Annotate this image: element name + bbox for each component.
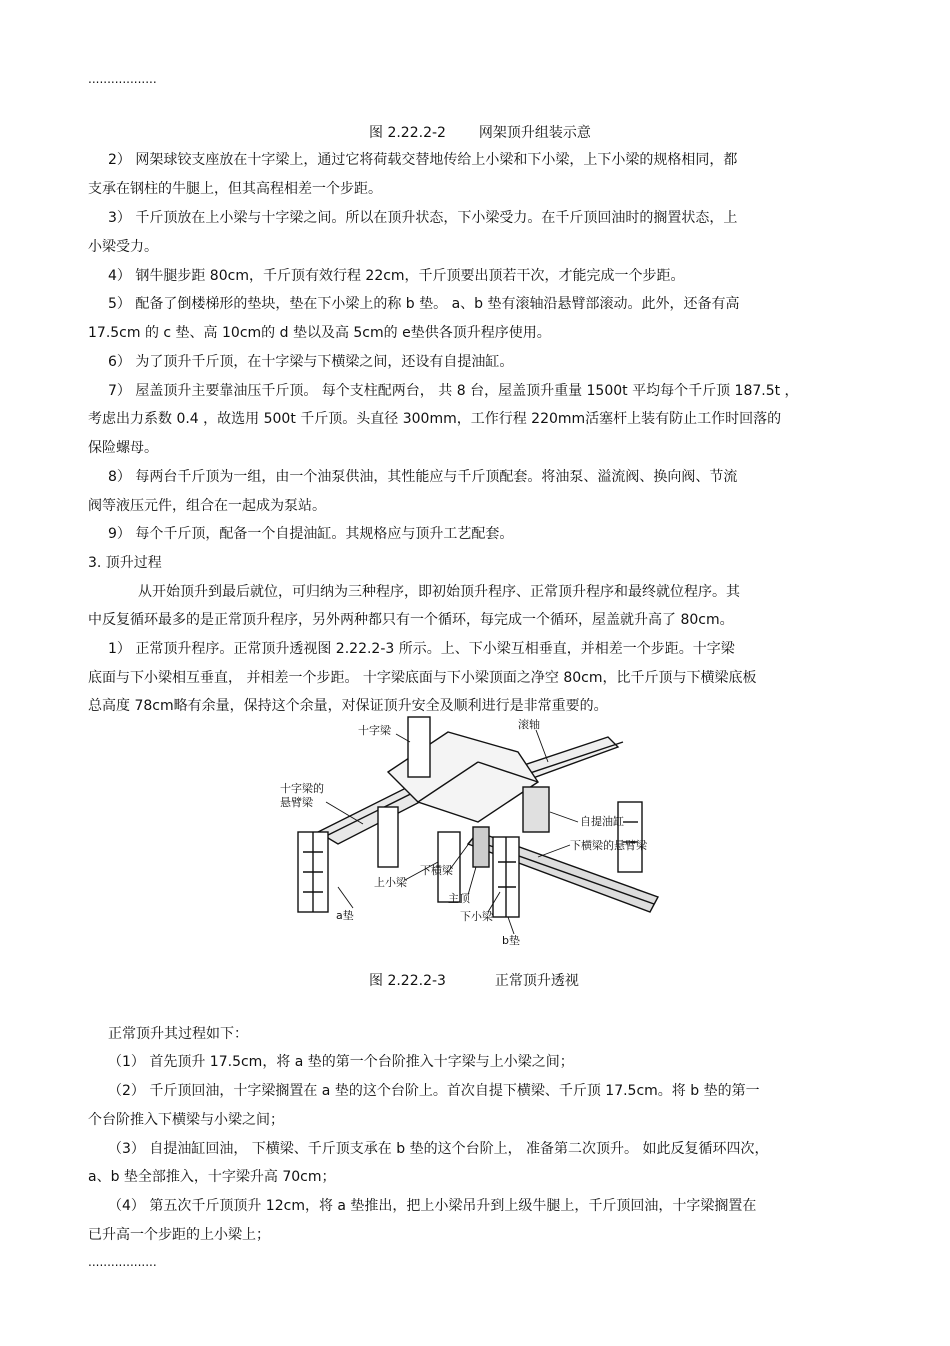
text-line: 17.5cm 的 c 垫、高 10cm的 d 垫以及高 5cm的 e垫供各顶升程序使用。 bbox=[88, 325, 551, 341]
text-line: 5） 配备了倒楼梯形的垫块，垫在下小梁上的称 b 垫。 a、b 垫有滚轴沿悬臂部滚动。此外，还备有高 bbox=[108, 296, 740, 312]
text-line: （3） 自提油缸回油， 下横梁、千斤顶支承在 b 垫的这个台阶上， 准备第二次顶升。 如此反复循环四次， bbox=[108, 1141, 769, 1157]
caption-title: 网架顶升组装示意 bbox=[478, 125, 591, 141]
label-upper-small-beam: 上小梁 bbox=[374, 876, 407, 889]
text-line: 个台阶推入下横梁与小梁之间； bbox=[88, 1112, 284, 1128]
label-roller: 滚轴 bbox=[518, 718, 540, 731]
text-line: 8） 每两台千斤顶为一组，由一个油泵供油，其性能应与千斤顶配套。将油泵、溢流阀、换向阀、节流 bbox=[108, 469, 738, 485]
bottom-ellipsis: .................. bbox=[88, 1255, 157, 1269]
text-line: a、b 垫全部推入，十字梁升高 70cm； bbox=[88, 1169, 336, 1185]
text-line: 支承在钢柱的牛腿上，但其高程相差一个步距。 bbox=[88, 181, 382, 197]
text-line: 保险螺母。 bbox=[88, 440, 158, 456]
text-line: 正常顶升其过程如下： bbox=[108, 1026, 248, 1042]
label-self-lift-cylinder: 自提油缸 bbox=[580, 815, 624, 828]
text-line: 4） 钢牛腿步距 80cm，千斤顶有效行程 22cm，千斤顶要出顶若干次，才能完成一个步距。 bbox=[108, 268, 685, 284]
figure-caption-2-22-2-3 bbox=[369, 970, 579, 990]
figure-caption-2-22-2-2 bbox=[369, 122, 591, 142]
text-line: （2） 千斤顶回油，十字梁搁置在 a 垫的这个台阶上。首次自提下横梁、千斤顶 17.5cm。将 b 垫的第一 bbox=[108, 1083, 760, 1099]
text-line: （1） 首先顶升 17.5cm，将 a 垫的第一个台阶推入十字梁与上小梁之间； bbox=[108, 1054, 574, 1070]
text-line: 考虑出力系数 0.4 ，故选用 500t 千斤顶。头直径 300mm，工作行程 220mm活塞杆上装有防止工作时回落的 bbox=[88, 411, 782, 427]
section-heading: 3. 顶升过程 bbox=[88, 555, 162, 571]
text-line: 2） 网架球铰支座放在十字梁上，通过它将荷载交替地传给上小梁和下小梁，上下小梁的规格相同，都 bbox=[108, 152, 738, 168]
caption-number: 图 2.22.2-2 bbox=[369, 125, 446, 141]
text-line: 已升高一个步距的上小梁上； bbox=[88, 1227, 270, 1243]
label-pad-a: a垫 bbox=[336, 909, 354, 922]
jacking-perspective-figure bbox=[278, 712, 668, 952]
text-line: 总高度 78cm略有余量，保持这个余量，对保证顶升安全及顺利进行是非常重要的。 bbox=[88, 698, 608, 714]
label-cross-beam: 十字梁 bbox=[358, 724, 391, 737]
text-line: 阀等液压元件，组合在一起成为泵站。 bbox=[88, 498, 326, 514]
top-ellipsis: .................. bbox=[88, 72, 157, 86]
label-lower-small-beam: 下小梁 bbox=[460, 910, 493, 923]
caption-title: 正常顶升透视 bbox=[494, 973, 579, 989]
label-cross-cantilever-1: 十字梁的 bbox=[280, 782, 324, 795]
text-line: 3） 千斤顶放在上小梁与十字梁之间。所以在顶升状态，下小梁受力。在千斤顶回油时的搁置状态，上 bbox=[108, 210, 738, 226]
text-line: 中反复循环最多的是正常顶升程序，另外两种都只有一个循环，每完成一个循环，屋盖就升高了 80cm。 bbox=[88, 612, 734, 628]
label-cross-cantilever-2: 悬臂梁 bbox=[280, 796, 313, 809]
text-line: 小梁受力。 bbox=[88, 239, 158, 255]
text-line: 7） 屋盖顶升主要靠油压千斤顶。 每个支柱配两台， 共 8 台，屋盖顶升重量 1500t 平均每个千斤顶 187.5t ， bbox=[108, 383, 799, 399]
label-pad-b: b垫 bbox=[502, 934, 520, 947]
text-line: 9） 每个千斤顶，配备一个自提油缸。其规格应与顶升工艺配套。 bbox=[108, 526, 514, 542]
text-line: 从开始顶升到最后就位，可归纳为三种程序，即初始顶升程序、正常顶升程序和最终就位程序。其 bbox=[138, 584, 740, 600]
text-line: 1） 正常顶升程序。正常顶升透视图 2.22.2-3 所示。上、下小梁互相垂直，并相差一个步距。十字梁 bbox=[108, 641, 735, 657]
text-line: 6） 为了顶升千斤顶，在十字梁与下横梁之间，还设有自提油缸。 bbox=[108, 354, 514, 370]
label-lower-cross-beam: 下横梁 bbox=[420, 864, 453, 877]
caption-number: 图 2.22.2-3 bbox=[369, 973, 446, 989]
label-lower-cantilever: 下横梁的悬臂梁 bbox=[570, 839, 647, 852]
figure-drawing bbox=[278, 712, 668, 952]
text-line: 底面与下小梁相互垂直， 并相差一个步距。 十字梁底面与下小梁顶面之净空 80cm，比千斤顶与下横梁底板 bbox=[88, 670, 757, 686]
text-line: （4） 第五次千斤顶顶升 12cm，将 a 垫推出，把上小梁吊升到上级牛腿上，千斤顶回油，十字梁搁置在 bbox=[108, 1198, 757, 1214]
label-main-jack: 主顶 bbox=[448, 892, 470, 905]
